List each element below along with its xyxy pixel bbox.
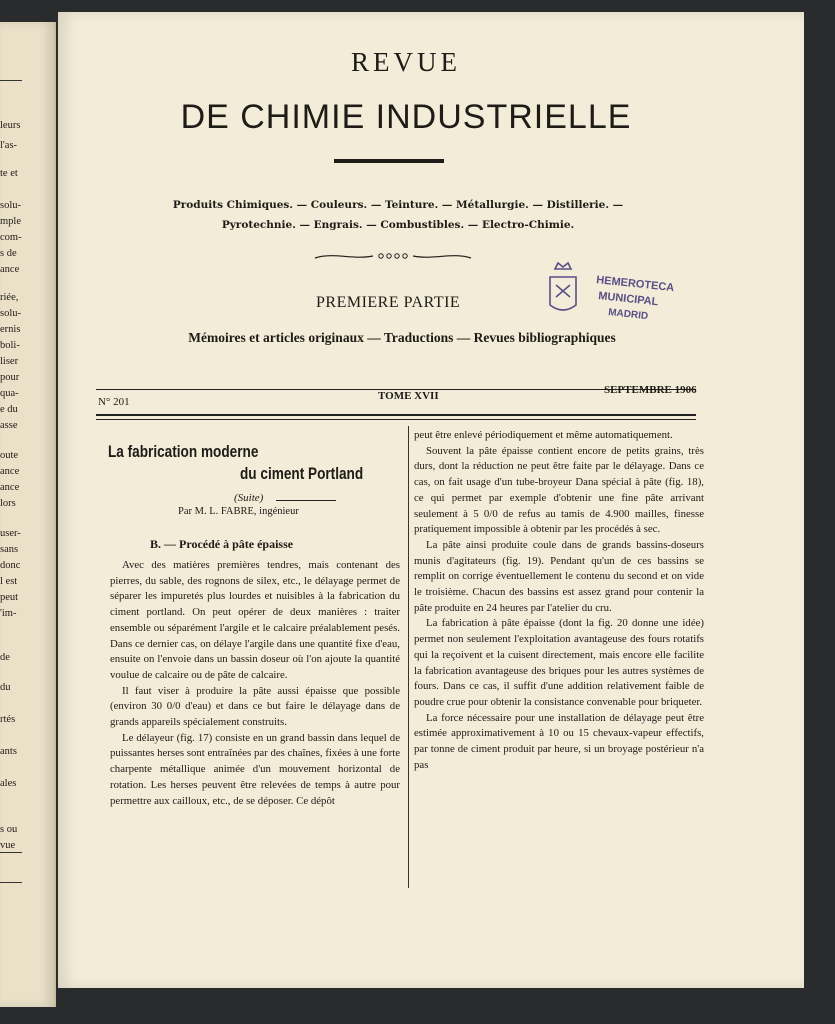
left-page-fragment: peut: [0, 592, 19, 603]
left-page-fragment: l est: [0, 576, 18, 587]
paragraph: Il faut viser à produire la pâte aussi épaisse que possible (environ 30 0/0 d'eau) et dans ce but faire le délayage dans de grands appareils spécialement construits.: [110, 684, 400, 729]
left-page-fragment: liser: [0, 356, 19, 367]
left-page-fragment: sans: [0, 544, 19, 555]
left-page-fragment: ance: [0, 264, 20, 275]
part-heading: PREMIERE PARTIE: [316, 294, 461, 311]
paragraph: La force nécessaire pour une installation de délayage peut être estimée approximativement à 10 ou 15 chevaux-vapeur effectifs, par tonne de ciment produit par heure, si un broyage postérieur n'a pas: [414, 711, 704, 771]
volume-number: TOME XVII: [378, 390, 439, 402]
left-page-fragment: rtés: [0, 714, 16, 725]
left-page-rule: [0, 80, 22, 81]
section-list: Mémoires et articles originaux — Traductions — Revues bibliographiques: [188, 330, 616, 345]
topics-line-2: Pyrotechnie. — Engrais. — Combustibles. — Electro-Chimie.: [221, 219, 575, 231]
left-page-fragment: s ou: [0, 824, 18, 835]
revue-label: REVUE: [351, 47, 461, 77]
left-page-edge: [0, 22, 56, 1007]
article-author: Par M. L. FABRE, ingénieur: [178, 506, 299, 517]
left-page-fragment: ants: [0, 746, 17, 757]
left-page-rule: [0, 852, 22, 853]
left-page-fragment: mple: [0, 216, 21, 227]
left-page-fragment: ance: [0, 482, 20, 493]
left-page-fragment: ales: [0, 778, 17, 789]
column-left: [110, 558, 400, 809]
svg-text:MUNICIPAL: MUNICIPAL: [597, 290, 659, 309]
column-right: [414, 428, 704, 773]
paragraph: La fabrication à pâte épaisse (dont la fig. 20 donne une idée) permet non seulement l'exploitation avantageuse des fours rotatifs qui la reçoivent et la cuisent directement, mais encore elle facilite la fabrication avantageuse des briques pour les autres systèmes de fours. Dans ce cas, il suffit d'une addition relativement faible de poudre crue pour obtenir la consistance convenable pour briqueter.: [414, 617, 704, 708]
left-page-fragment: qua-: [0, 388, 19, 399]
article-title-line-1: La fabrication moderne: [108, 442, 259, 461]
left-page-fragment: ernis: [0, 324, 21, 335]
svg-text:MADRID: MADRID: [607, 307, 649, 323]
left-page-rule: [0, 882, 22, 883]
left-page-fragment: ance: [0, 466, 20, 477]
paragraph: Le délayeur (fig. 17) consiste en un grand bassin dans lequel de puissantes herses sont entraînées par des chaînes, fixées à une forte charpente métallique animée d'un mouvement horizontal de rotation. Les herses peuvent être relevées de temps à autre pour permettre aux cailloux, etc., de se déposer. Ce dépôt: [110, 731, 400, 807]
ornament-divider: [313, 250, 473, 262]
paragraph: peut être enlevé périodiquement et même automatiquement.: [414, 429, 673, 441]
paragraph: Avec des matières premières tendres, mais contenant des pierres, du sable, des rognons de silex, etc., le délayage permet de séparer les impuretés plus lourdes et nuisibles à la fabrication du ciment portland. On peut opérer de deux manières : traiter ensemble ou séparément l'argile et le calcaire préalablement pesés. Dans ce dernier cas, on délaye l'argile dans une quantité fixe d'eau, ensuite on l'envoie dans un bassin doseur où l'on ajoute la quantité voulue de calcaire ou de pâte de calcaire.: [110, 559, 400, 681]
library-stamp: [546, 255, 686, 325]
paragraph: Souvent la pâte épaisse contient encore de petits grains, très durs, dont la réduction ne peut être faite par le délayage. Dans ce cas, on fait usage d'un tube-broyeur Dana spécial à pâte (fig. 18), ce qui permet par exemple d'obtenir une fine pâte arrivant seulement à 5 0/0 de refus au tamis de 4.900 mailles, finesse pratiquement impossible à obtenir par les procédés à sec.: [414, 444, 704, 536]
left-page-fragment: solu-: [0, 308, 21, 319]
section-heading: B. — Procédé à pâte épaisse: [150, 537, 294, 551]
column-divider: [408, 426, 409, 888]
left-page-fragment: solu-: [0, 200, 21, 211]
left-page-fragment: du: [0, 682, 11, 693]
left-page-fragment: oute: [0, 450, 19, 461]
paragraph: La pâte ainsi produite coule dans de grands bassins-doseurs munis d'agitateurs (fig. 19). Pendant qu'un de ces bassins se remplit on corrige éventuellement le contenu du second et on vide le troisième. Chacun des bassins est assez grand pour contenir la pâte produite en 24 heures par l'atelier du cru.: [414, 538, 704, 614]
topics-line-1: Produits Chimiques. — Couleurs. — Teinture. — Métallurgie. — Distillerie. —: [172, 199, 624, 211]
left-page-fragment: pour: [0, 372, 20, 383]
left-page-fragment: user-: [0, 528, 21, 539]
left-page-fragment: asse: [0, 420, 18, 431]
left-page-fragment: vue: [0, 840, 16, 851]
left-page-fragment: com-: [0, 232, 22, 243]
article-title-line-2: du ciment Portland: [240, 464, 364, 483]
left-page-fragment: 'im-: [0, 608, 17, 619]
left-page-fragment: e du: [0, 404, 18, 415]
left-page-fragment: te et: [0, 168, 18, 179]
journal-title: DE CHIMIE INDUSTRIELLE: [180, 98, 632, 136]
left-page-fragment: boli-: [0, 340, 20, 351]
issue-number: N° 201: [98, 396, 130, 408]
left-page-fragment: l'as-: [0, 140, 18, 151]
journal-page: [58, 12, 804, 988]
article-continued: (Suite): [234, 492, 264, 504]
left-page-fragment: donc: [0, 560, 21, 571]
left-page-fragment: de: [0, 652, 10, 663]
suite-rule: [276, 500, 336, 501]
left-page-fragment: s de: [0, 248, 17, 259]
issue-date: SEPTEMBRE 1906: [604, 384, 697, 396]
title-rule: [334, 159, 444, 163]
left-page-fragment: leurs: [0, 120, 21, 131]
header-rule-bottom-thin: [96, 419, 696, 420]
left-page-fragment: riée,: [0, 292, 19, 303]
topics: [98, 194, 698, 236]
header-rule-bottom: [96, 414, 696, 416]
svg-text:HEMEROTECA: HEMEROTECA: [595, 274, 675, 295]
left-page-fragment: lors: [0, 498, 16, 509]
